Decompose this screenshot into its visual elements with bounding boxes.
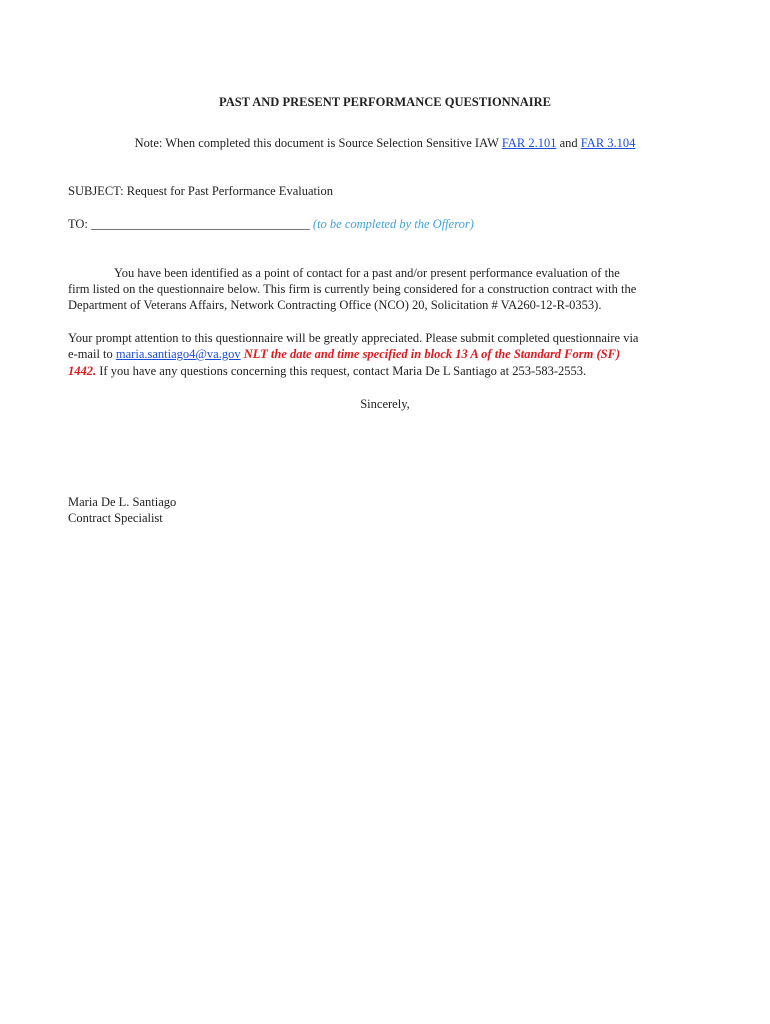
to-line <box>68 216 474 232</box>
to-hint: (to be completed by the Offeror) <box>309 217 474 231</box>
sensitivity-note <box>0 135 770 151</box>
signature-name: Maria De L. Santiago <box>68 495 177 509</box>
to-blank-field: ___________________________________ <box>91 217 310 231</box>
far-3-104-link[interactable]: FAR 3.104 <box>580 136 636 150</box>
paragraph1-line1: You have been identified as a point of contact for a past and/or present performance evaluation of the <box>114 266 620 280</box>
paragraph2-line1: Your prompt attention to this questionnaire will be greatly appreciated. Please submit completed questionnaire via <box>68 331 639 345</box>
contact-text: If you have any questions concerning this request, contact Maria De L Santiago at 253-583-2553. <box>96 364 587 378</box>
page-title: PAST AND PRESENT PERFORMANCE QUESTIONNAIRE <box>219 95 551 109</box>
note-and-text: and <box>556 136 581 150</box>
paragraph1-line3: Department of Veterans Affairs, Network Contracting Office (NCO) 20, Solicitation # VA260-12-R-0353). <box>68 298 602 312</box>
deadline-emphasis: NLT the date and time specified in block 13 A of the Standard Form (SF) <box>240 347 621 361</box>
paragraph1-line2: firm listed on the questionnaire below. This firm is currently being considered for a construction contract with the <box>68 282 637 296</box>
signature-title: Contract Specialist <box>68 511 163 525</box>
far-2-101-link[interactable]: FAR 2.101 <box>501 136 557 150</box>
paragraph2-line2 <box>68 346 620 362</box>
email-prefix: e-mail to <box>68 347 116 361</box>
deadline-emphasis-end: 1442. <box>68 364 97 378</box>
to-label: TO: <box>68 217 92 231</box>
subject-line: SUBJECT: Request for Past Performance Evaluation <box>68 184 333 198</box>
email-link[interactable]: maria.santiago4@va.gov <box>115 347 241 361</box>
paragraph2-line3 <box>68 363 586 379</box>
closing: Sincerely, <box>360 397 410 411</box>
note-text: Note: When completed this document is Source Selection Sensitive IAW <box>134 136 502 150</box>
